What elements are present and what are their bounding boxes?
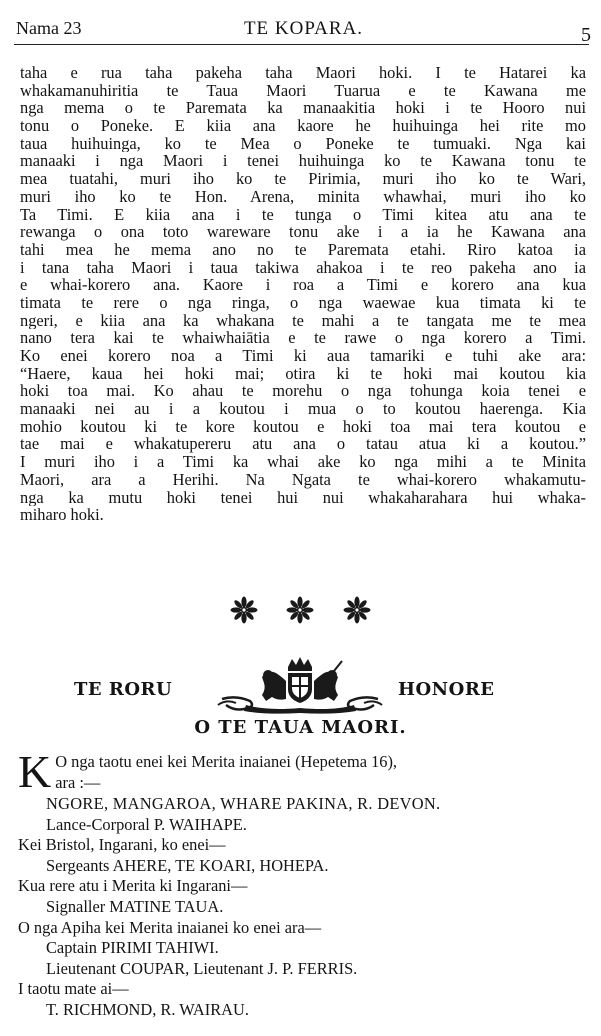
flower-ornament-icon <box>231 597 258 624</box>
page-number: 5 <box>581 24 591 46</box>
section-subheading: O TE TAUA MAORI. <box>194 717 407 738</box>
body-line: nga mema o te Paremata ka manaakitia hoki i te Hooro nui <box>20 99 586 118</box>
body-line: whakamanuhiritia te Taua Maori Tuarua e te Kawana me <box>20 81 586 100</box>
body-line: nga ka mutu hoki tenei hui nui whakaharahara hui whaka- <box>20 488 586 507</box>
list-item: Captain PIRIMI TAHIWI. <box>46 938 219 958</box>
list-item: Lieutenant COUPAR, Lieutenant J. P. FERRIS. <box>46 958 358 978</box>
heading-roll: TE RORU <box>74 679 173 700</box>
body-line: mea tuatahi, muri iho ko te Pirimia, muri iho ko te Wari, <box>20 170 586 188</box>
body-line: I muri iho i a Timi ka whai ake ko nga mihi a te Minita <box>20 453 586 471</box>
list-item: Kua rere atu i Merita ki Ingarani— <box>18 876 248 896</box>
body-line: taha e rua taha pakeha taha Maori hoki. I te Hatarei ka <box>20 64 586 82</box>
ornament-row <box>0 590 601 630</box>
list-item: Sergeants AHERE, TE KOARI, HOHEPA. <box>46 855 329 875</box>
body-line: hoki toa mai. Ko ahau te morehu o nga tohunga koia tenei e <box>20 382 586 401</box>
list-item: O nga Apiha kei Merita inaianei ko enei ara— <box>18 917 322 937</box>
list-item: Lance-Corporal P. WAIHAPE. <box>46 814 247 834</box>
body-line: nano tera kai te whaiwhaiātia e te rawe o nga korero a Timi. <box>20 329 586 347</box>
body-line: tonu o Poneke. E kiia ana kaore he huihuinga hei rite mo <box>20 117 586 135</box>
publication-title: TE KOPARA. <box>243 18 364 39</box>
article-body <box>20 64 586 524</box>
list-item: O nga taotu enei kei Merita inaianei (Hepetema 16), <box>55 752 398 771</box>
body-line: Maori, ara a Herihi. Na Ngata te whai-korero whakamutu- <box>20 470 586 489</box>
running-head <box>16 12 591 46</box>
list-item: Signaller MATINE TAUA. <box>46 896 224 916</box>
issue-number: Nama 23 <box>16 18 82 38</box>
royal-crest-icon <box>216 655 384 715</box>
body-line: “Haere, kaua hei hoki mai; otira ki te hoki mai koutou kia <box>20 364 586 383</box>
header-rule <box>14 44 589 45</box>
drop-cap: K <box>18 746 52 797</box>
body-line: miharo hoki. <box>20 506 104 524</box>
honours-list <box>18 746 588 1021</box>
body-line: e whai-korero ana. Kaore i roa a Timi e korero ana kua <box>20 276 586 294</box>
body-line: muri iho ko te Hon. Arena, minita whawhai, muri iho ko <box>20 187 586 206</box>
body-line: ngeri, e kiia ana ka whakana te mahi a te tangata me te mea <box>20 311 586 330</box>
flower-ornament-icon <box>344 597 371 624</box>
body-line: taua huihuinga, ko te Mea o Poneke te tumuaki. Nga kai <box>20 134 586 153</box>
section-heading <box>0 655 601 715</box>
heading-honour: HONORE <box>398 679 495 700</box>
body-line: tahi mea he mema ano no te Paremata etahi. Riro katoa ia <box>20 240 586 259</box>
body-line: timata te rere o nga ringa, o nga waewae kua timata ki te <box>20 293 586 312</box>
body-line: rewanga o ona toto wareware tonu ake i a ia he Kawana ana <box>20 223 586 241</box>
flower-ornament-icon <box>287 597 314 624</box>
body-line: Ta Timi. E kiia ana i te tunga o Timi kitea atu ana te <box>20 205 586 224</box>
list-item: Kei Bristol, Ingarani, ko enei— <box>18 835 226 855</box>
list-item: I taotu mate ai— <box>18 979 129 999</box>
body-line: tae mai e whakatupereru atu ana o tatau atua ki a koutou.” <box>20 435 586 454</box>
list-item: NGORE, MANGAROA, WHARE PAKINA, R. DEVON. <box>46 794 441 813</box>
body-line: manaaki nei au i a koutou i mua o to koutou haerenga. Kia <box>20 400 586 418</box>
body-line: manaaki i nga Maori i tenei huihuinga ko te Kawana tonu te <box>20 152 586 171</box>
list-item: T. RICHMOND, R. WAIRAU. <box>46 999 249 1019</box>
list-item: ara :— <box>55 772 101 792</box>
body-line: i tana taha Maori i taua takiwa ahakoa i te reo pakeha ano ia <box>20 258 586 277</box>
body-line: mohio koutou ki te kore koutou e hoki toa mai tera koutou e <box>20 417 586 436</box>
body-line: Ko enei korero noa a Timi ki aua tamariki e tuhi ake ara: <box>20 347 586 365</box>
